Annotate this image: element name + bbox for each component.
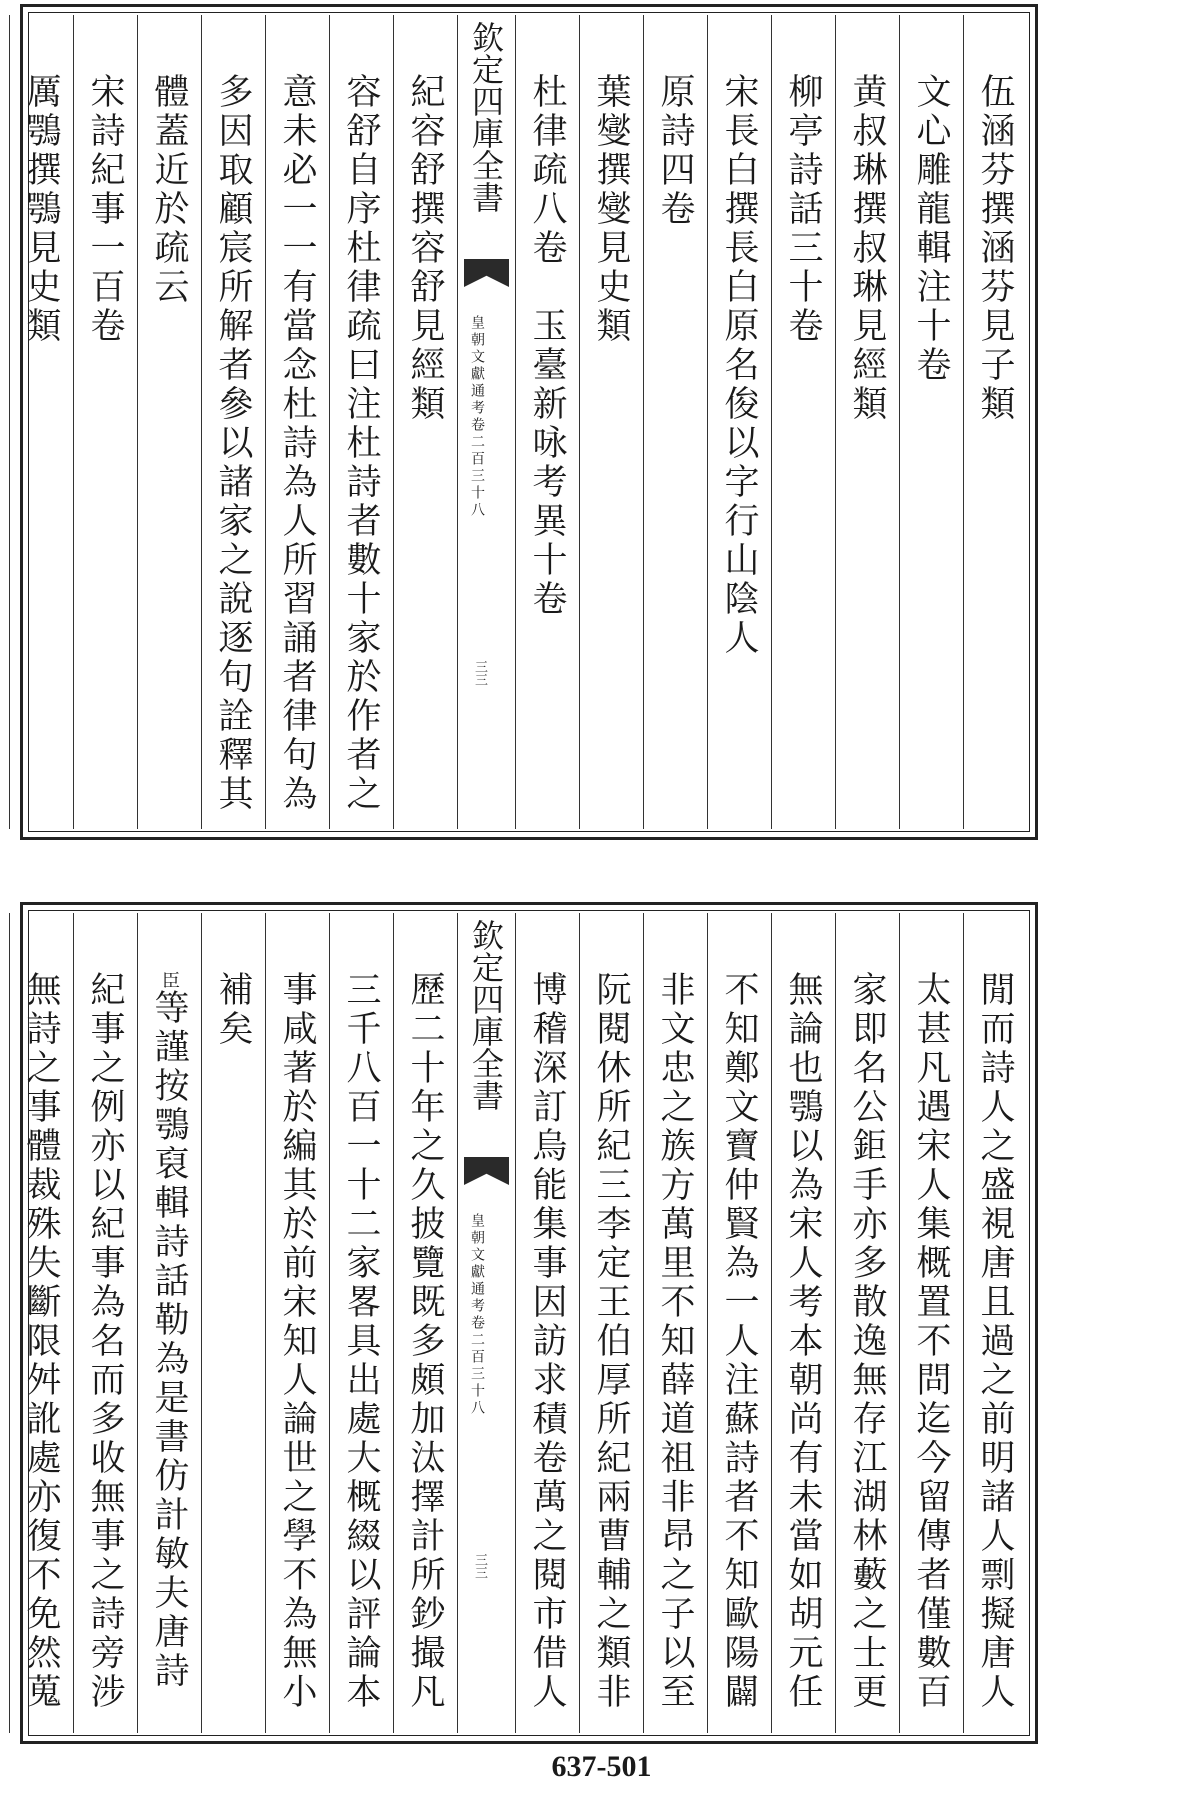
chen-mark: 臣 [159,971,180,989]
fish-tail-mark [464,1157,509,1185]
text-column: 意未必一一有當念杜詩為人所習誦者律句為 [265,15,329,829]
text-column: 宋長白撰長白原名俊以字行山陰人 [707,15,771,829]
text-column: 柳亭詩話三十卷 [771,15,835,829]
folio-number: 三三 [472,1553,487,1579]
bottom-page [20,902,1038,1744]
book-title: 欽定四庫全書 [467,21,505,213]
source-label: 皇朝文獻通考卷二百三十八 [469,315,485,519]
text-column: 無詩之事體裁殊失斷限舛訛處亦復不免然蒐 [9,913,73,1733]
text-column: 非文忠之族方萬里不知薛道祖非昂之子以至 [643,913,707,1733]
text-column: 事咸著於編其於前宋知人論世之學不為無小 [265,913,329,1733]
bottom-page-columns [21,913,1027,1733]
top-page-columns [21,15,1027,829]
text-column: 家即名公鉅手亦多散逸無存江湖林藪之士更 [835,913,899,1733]
text-column: 無論也鶚以為宋人考本朝尚有未當如胡元任 [771,913,835,1733]
fish-tail-mark [464,259,509,287]
page-footer-number: 637-501 [551,1750,652,1783]
text-column-body: 等謹按鶚裒輯詩話勒為是書仿計敏夫唐詩 [149,989,189,1691]
text-column: 閒而詩人之盛視唐且過之前明諸人剽擬唐人 [963,913,1027,1733]
text-column [0,913,9,1733]
text-column: 紀容舒撰容舒見經類 [393,15,457,829]
text-column: 紀事之例亦以紀事為名而多收無事之詩旁涉 [73,913,137,1733]
top-page [20,4,1038,840]
center-fold [457,913,515,1733]
folio-number: 三三 [472,660,487,686]
text-column: 補矣 [201,913,265,1733]
text-column: 杜律疏八卷 玉臺新咏考異十卷 [515,15,579,829]
text-column: 文心雕龍輯注十卷 [899,15,963,829]
text-column: 黄叔琳撰叔琳見經類 [835,15,899,829]
text-column: 體蓋近於疏云 [137,15,201,829]
text-column: 歷二十年之久披覽既多頗加汰擇計所鈔撮凡 [393,913,457,1733]
center-fold [457,15,515,829]
text-column: 葉燮撰燮見史類 [579,15,643,829]
text-column: 厲鶚撰鶚見史類 [9,15,73,829]
book-title: 欽定四庫全書 [467,919,505,1111]
text-column: 原詩四卷 [643,15,707,829]
text-column: 太甚凡遇宋人集概置不問迄今留傳者僅數百 [899,913,963,1733]
text-column: 容舒自序杜律疏曰注杜詩者數十家於作者之 [329,15,393,829]
text-column: 不知鄭文寶仲賢為一人注蘇詩者不知歐陽闢 [707,913,771,1733]
text-column: 阮閱休所紀三李定王伯厚所紀兩曹輔之類非 [579,913,643,1733]
text-column: 宋詩紀事一百卷 [73,15,137,829]
text-column [0,15,9,829]
source-label: 皇朝文獻通考卷二百三十八 [469,1213,485,1417]
text-column: 多因取顧宸所解者參以諸家之說逐句詮釋其 [201,15,265,829]
text-column: 伍涵芬撰涵芬見子類 [963,15,1027,829]
text-column: 三千八百一十二家畧具出處大概綴以評論本 [329,913,393,1733]
text-column: 博稽深訂烏能集事因訪求積卷萬之閱市借人 [515,913,579,1733]
text-column-with-chen [137,913,201,1733]
